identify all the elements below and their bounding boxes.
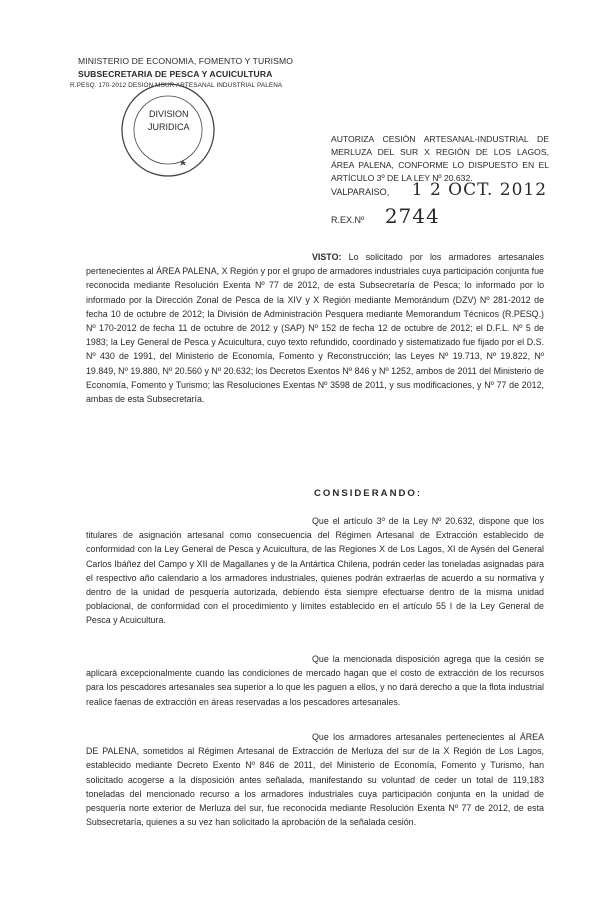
date-line: [331, 180, 547, 200]
considerando-text-2: Que la mencionada disposición agrega que la cesión se aplicará excepcionalmente cuando las condiciones de mercado hagan que el costo de extracción de los recursos para los pescadores artesanales sea superior a lo que les paguen a ellos, y no dará derecho a que la flota industrial realice faenas de extracción en áreas reservadas a los pescadores artesanales.: [86, 654, 544, 707]
visto-label: VISTO:: [312, 252, 342, 262]
department-line-1: DIVISION: [149, 109, 189, 119]
resolution-number-line: [331, 204, 440, 228]
department-line-2: JURIDICA: [148, 122, 190, 132]
department-stamp-text: [148, 108, 190, 134]
date-label: VALPARAISO,: [331, 187, 390, 197]
visto-paragraph: [86, 250, 544, 406]
considerando-paragraph-1: [86, 514, 544, 628]
considerando-text-1: Que el artículo 3º de la Ley Nº 20.632, dispone que los titulares de asignación artesanal como consecuencia del Régimen Artesanal de Extracción establecido de conformidad con la Ley General de Pesca y Acuicultura, de las Regiones X de Los Lagos, XI de Aysén del General Carlos Ibáñez del Campo y XII de Magallanes y de la Antártica Chilena, podrán ceder las toneladas asignadas para el respectivo año calendario a los armadores industriales, quienes podrán extraerlas de acuerdo a su normativa y dentro de la unidad de pesquería autorizada, debiendo ésta siempre efectuarse dentro de la misma unidad poblacional, de conformidad con el procedimiento y límites establecido en el artículo 55 I de la Ley General de Pesca y Acuicultura.: [86, 516, 544, 626]
subsecretaria-name: SUBSECRETARIA DE PESCA Y ACUICULTURA: [78, 69, 273, 79]
ministry-name: MINISTERIO DE ECONOMIA, FOMENTO Y TURISMO: [78, 56, 293, 66]
date-value: 1 2 OCT. 2012: [411, 180, 548, 200]
considerando-paragraph-2: [86, 652, 544, 709]
resolution-subject: AUTORIZA CESIÓN ARTESANAL-INDUSTRIAL DE MERLUZA DEL SUR X REGIÓN DE LOS LAGOS, ÁREA PALENA, CONFORME LO DISPUESTO EN EL ARTÍCULO 3º DE LA LEY Nº 20.632.: [331, 134, 549, 183]
considerando-paragraph-3: [86, 730, 544, 829]
rex-label: R.EX.Nº: [331, 215, 365, 225]
reference-code: R.PESQ. 170-2012 DESION MSUR ARTESANAL INDUSTRIAL PALENA: [70, 82, 283, 89]
rex-number: 2744: [384, 204, 440, 228]
visto-text: Lo solicitado por los armadores artesanales pertenecientes al ÁREA PALENA, X Región y por el grupo de armadores industriales cuya participación conjunta fue reconocida mediante Resolución Exenta Nº 77 de 2012, de esta Subsecretaría de Pesca; lo informado por lo informado por la Dirección Zonal de Pesca de la XIV y X Región mediante Memorándum (DZV) Nº 281-2012 de fecha 10 de octubre de 2012; la División de Administración Pesquera mediante Memorandum Técnicos (R.PESQ.) Nº 170-2012 de fecha 11 de octubre de 2012 y (SAP) Nº 152 de fecha 12 de octubre de 2012; el D.F.L. Nº 5 de 1983; la Ley General de Pesca y Acuicultura, cuyo texto refundido, coordinado y sistematizado fue fijado por el D.S. Nº 430 de 1991, del Ministerio de Economía, Fomento y Reconstrucción; las Leyes Nº 19.713, Nº 19.822, Nº 19.849, Nº 19.880, Nº 20.560 y Nº 20.632; los Decretos Exentos Nº 846 y Nº 1252, ambos de 2011 del Ministerio de Economía, Fomento y Turismo; las Resoluciones Exentas Nº 3598 de 2011, y sus modificaciones, y Nº 77 de 2012, ambas de esta Subsecretaría.: [86, 252, 544, 405]
considerando-title: CONSIDERANDO:: [314, 488, 423, 499]
considerando-text-3: Que los armadores artesanales pertenecientes al ÁREA DE PALENA, sometidos al Régimen Artesanal de Extracción de Merluza del sur de la X Región de Los Lagos, establecido mediante Decreto Exento Nº 846 de 2011, del Ministerio de Economía, Fomento y Turismo, han solicitado acogerse a la disposición antes señalada, manifestando su voluntad de ceder un total de 119,183 toneladas del mencionado recurso a los armadores industriales cuya participación conjunta en la unidad de pesquería norte exterior de Merluza del sur, fue reconocida mediante Resolución Exenta Nº 77 de 2012, de esta Subsecretaría, quienes a su vez han solicitado la aprobación de la señalada cesión.: [86, 732, 544, 828]
